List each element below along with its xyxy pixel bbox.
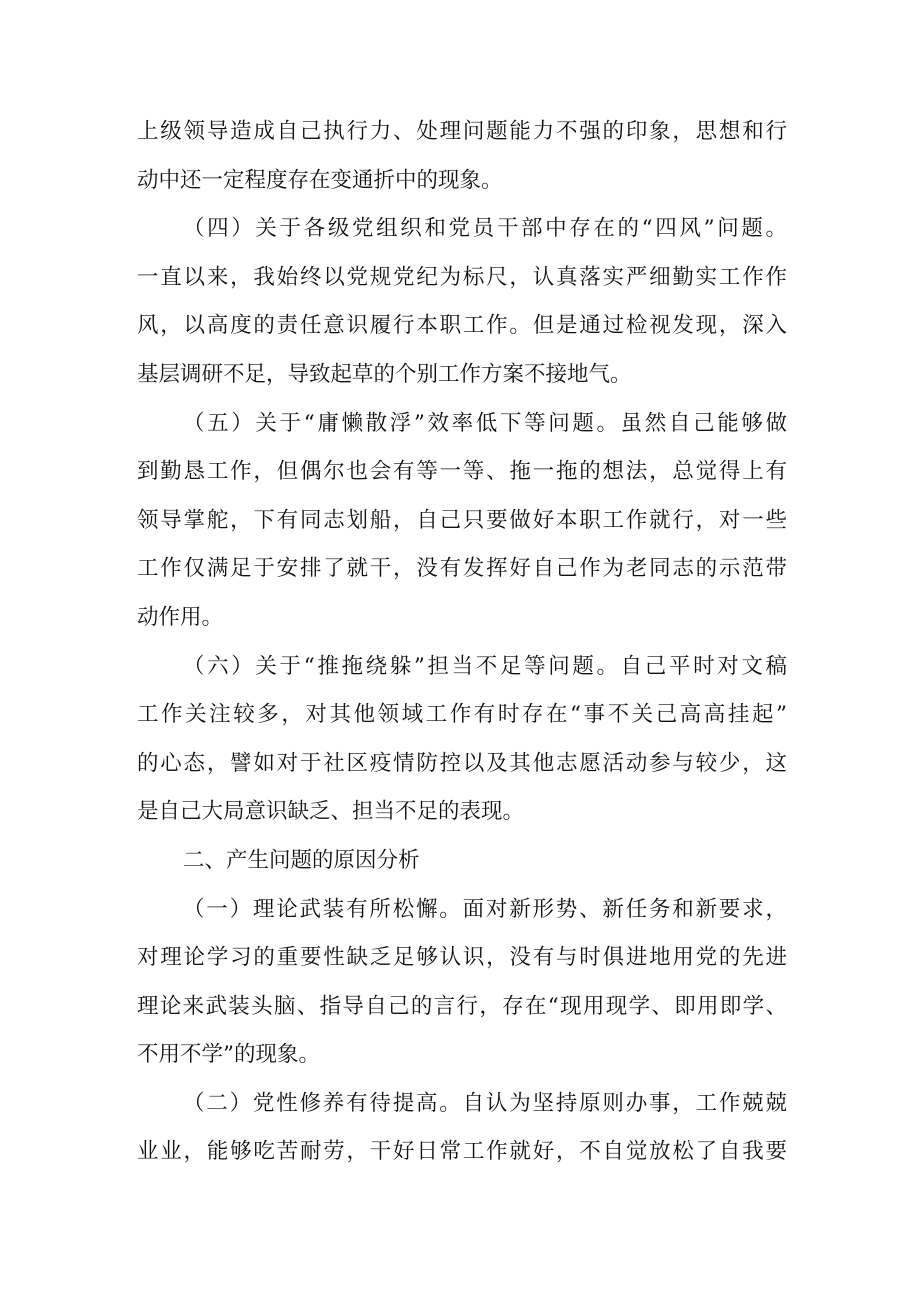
text-line-5: 风，以高度的责任意识履行本职工作。但是通过检视发现，深入 (137, 313, 787, 339)
text-line-11: 动作用。 (137, 604, 224, 630)
text-line-20: 不用不学”的现象。 (137, 1042, 320, 1068)
text-line-10: 工作仅满足于安排了就干，没有发挥好自己作为老同志的示范带 (137, 556, 787, 582)
text-line-6: 基层调研不足，导致起草的个别工作方案不接地气。 (137, 361, 632, 387)
text-line-8: 到勤恳工作，但偶尔也会有等一等、拖一拖的想法，总觉得上有 (137, 459, 787, 485)
text-line-22: 业业，能够吃苦耐劳，干好日常工作就好，不自觉放松了自我要 (137, 1139, 787, 1165)
text-line-9: 领导掌舵，下有同志划船，自己只要做好本职工作就行，对一些 (137, 507, 787, 533)
section-heading: 二、产生问题的原因分析 (183, 847, 420, 873)
text-line-4: 一直以来，我始终以党规党纪为标尺，认真落实严细勤实工作作 (137, 264, 787, 290)
text-line-17: （一）理论武装有所松懈。面对新形势、新任务和新要求， (183, 896, 787, 922)
text-line-2: 动中还一定程度存在变通折中的现象。 (137, 167, 503, 193)
text-line-19: 理论来武装头脑、指导自己的言行，存在“现用现学、即用即学、 (137, 993, 787, 1019)
text-line-7: （五）关于“庸懒散浮”效率低下等问题。虽然自己能够做 (183, 410, 787, 436)
text-line-21: （二）党性修养有待提高。自认为坚持原则办事，工作兢兢 (183, 1090, 787, 1116)
text-line-3: （四）关于各级党组织和党员干部中存在的“四风”问题。 (183, 216, 787, 242)
text-line-14: 的心态，譬如对于社区疫情防控以及其他志愿活动参与较少，这 (137, 750, 787, 776)
text-line-18: 对理论学习的重要性缺乏足够认识，没有与时俱进地用党的先进 (137, 945, 787, 971)
text-line-12: （六）关于“推拖绕躲”担当不足等问题。自己平时对文稿 (183, 653, 787, 679)
text-line-15: 是自己大局意识缺乏、担当不足的表现。 (137, 799, 525, 825)
document-body (137, 108, 787, 1177)
text-line-1: 上级领导造成自己执行力、处理问题能力不强的印象，思想和行 (137, 119, 787, 144)
text-line-13: 工作关注较多，对其他领域工作有时存在“事不关己高高挂起” (137, 702, 787, 728)
